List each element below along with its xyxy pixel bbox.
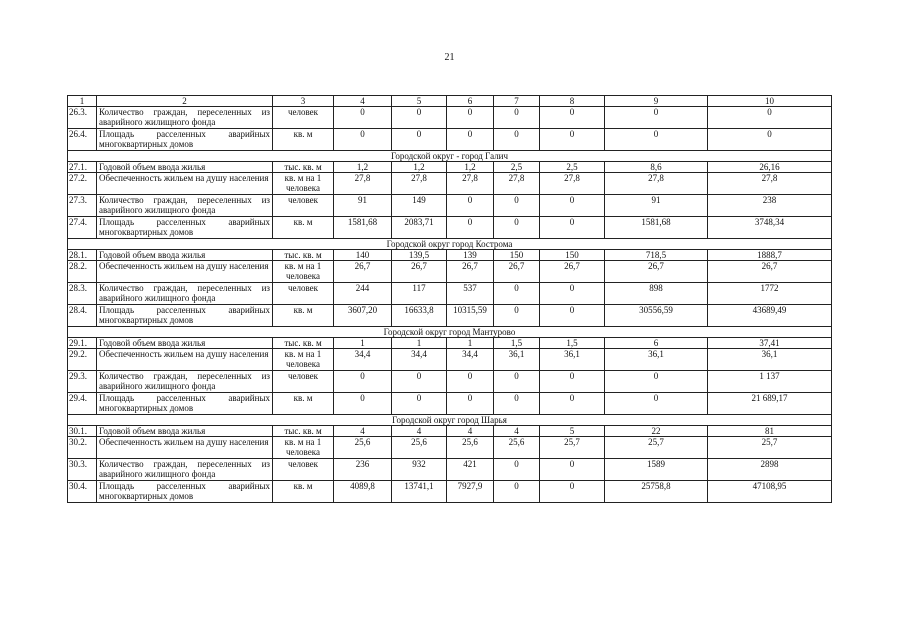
row-number-cell: 28.1.	[68, 250, 97, 261]
value-cell: 4089,8	[334, 481, 392, 503]
table-row	[68, 129, 832, 151]
section-row	[68, 327, 832, 338]
value-cell: 0	[334, 371, 392, 393]
indicators-table	[67, 95, 832, 503]
unit-cell: человек	[273, 195, 334, 217]
section-row	[68, 415, 832, 426]
value-cell: 238	[708, 195, 832, 217]
row-number-cell: 30.3.	[68, 459, 97, 481]
value-cell: 25,6	[447, 437, 494, 459]
row-number-cell: 26.3.	[68, 107, 97, 129]
value-cell: 1581,68	[605, 217, 708, 239]
indicator-name-cell: Количество граждан, переселенных из аварийного жилищного фонда	[97, 283, 273, 305]
value-cell: 0	[540, 481, 605, 503]
value-cell: 0	[494, 195, 540, 217]
value-cell: 421	[447, 459, 494, 481]
value-cell: 0	[494, 393, 540, 415]
table-row	[68, 173, 832, 195]
row-number-cell: 28.3.	[68, 283, 97, 305]
row-number-cell: 28.4.	[68, 305, 97, 327]
unit-cell: человек	[273, 371, 334, 393]
table-row	[68, 437, 832, 459]
value-cell: 0	[540, 371, 605, 393]
value-cell: 26,7	[605, 261, 708, 283]
row-number-cell: 27.3.	[68, 195, 97, 217]
value-cell: 5	[540, 426, 605, 437]
table-row	[68, 217, 832, 239]
table-row	[68, 107, 832, 129]
page-number: 21	[444, 52, 455, 63]
section-title: Городской округ город Кострома	[68, 239, 832, 250]
value-cell: 0	[334, 393, 392, 415]
value-cell: 1,2	[392, 162, 447, 173]
indicator-name-cell: Обеспеченность жильем на душу населения	[97, 437, 273, 459]
value-cell: 25,6	[494, 437, 540, 459]
value-cell: 1,5	[540, 338, 605, 349]
unit-cell: кв. м	[273, 393, 334, 415]
value-cell: 0	[540, 107, 605, 129]
value-cell: 0	[540, 129, 605, 151]
column-number-cell: 9	[605, 96, 708, 107]
value-cell: 27,8	[447, 173, 494, 195]
value-cell: 34,4	[447, 349, 494, 371]
value-cell: 1589	[605, 459, 708, 481]
indicator-name-cell: Площадь расселенных аварийных многоквартирных домов	[97, 481, 273, 503]
value-cell: 26,7	[392, 261, 447, 283]
row-number-cell: 27.4.	[68, 217, 97, 239]
value-cell: 36,1	[540, 349, 605, 371]
unit-cell: кв. м	[273, 305, 334, 327]
value-cell: 30556,59	[605, 305, 708, 327]
value-cell: 34,4	[334, 349, 392, 371]
section-title: Городской округ город Мантурово	[68, 327, 832, 338]
value-cell: 25,7	[708, 437, 832, 459]
indicator-name-cell: Обеспеченность жильем на душу населения	[97, 173, 273, 195]
value-cell: 0	[708, 129, 832, 151]
value-cell: 0	[605, 107, 708, 129]
value-cell: 0	[540, 217, 605, 239]
indicator-name-cell: Годовой объем ввода жилья	[97, 426, 273, 437]
indicator-name-cell: Обеспеченность жильем на душу населения	[97, 349, 273, 371]
value-cell: 26,7	[447, 261, 494, 283]
column-number-row	[68, 96, 832, 107]
value-cell: 21 689,17	[708, 393, 832, 415]
column-number-cell: 2	[97, 96, 273, 107]
value-cell: 0	[392, 393, 447, 415]
indicator-name-cell: Площадь расселенных аварийных многоквартирных домов	[97, 217, 273, 239]
value-cell: 244	[334, 283, 392, 305]
column-number-cell: 3	[273, 96, 334, 107]
row-number-cell: 27.2.	[68, 173, 97, 195]
value-cell: 0	[605, 129, 708, 151]
value-cell: 537	[447, 283, 494, 305]
value-cell: 13741,1	[392, 481, 447, 503]
value-cell: 27,8	[392, 173, 447, 195]
value-cell: 16633,8	[392, 305, 447, 327]
table-row	[68, 261, 832, 283]
value-cell: 27,8	[494, 173, 540, 195]
table-row	[68, 195, 832, 217]
indicator-name-cell: Площадь расселенных аварийных многоквартирных домов	[97, 129, 273, 151]
value-cell: 0	[540, 393, 605, 415]
value-cell: 0	[540, 195, 605, 217]
value-cell: 0	[447, 371, 494, 393]
value-cell: 1,2	[447, 162, 494, 173]
row-number-cell: 29.3.	[68, 371, 97, 393]
value-cell: 2,5	[494, 162, 540, 173]
value-cell: 26,7	[494, 261, 540, 283]
value-cell: 0	[334, 107, 392, 129]
value-cell: 0	[447, 195, 494, 217]
table-row	[68, 338, 832, 349]
value-cell: 4	[392, 426, 447, 437]
value-cell: 0	[708, 107, 832, 129]
indicator-name-cell: Площадь расселенных аварийных многоквартирных домов	[97, 393, 273, 415]
value-cell: 0	[447, 217, 494, 239]
unit-cell: кв. м	[273, 481, 334, 503]
value-cell: 1,5	[494, 338, 540, 349]
value-cell: 898	[605, 283, 708, 305]
indicator-name-cell: Годовой объем ввода жилья	[97, 250, 273, 261]
value-cell: 22	[605, 426, 708, 437]
value-cell: 4	[334, 426, 392, 437]
value-cell: 25,6	[392, 437, 447, 459]
value-cell: 932	[392, 459, 447, 481]
value-cell: 0	[334, 129, 392, 151]
value-cell: 2,5	[540, 162, 605, 173]
row-number-cell: 29.1.	[68, 338, 97, 349]
section-row	[68, 151, 832, 162]
value-cell: 0	[540, 459, 605, 481]
value-cell: 0	[494, 217, 540, 239]
row-number-cell: 29.2.	[68, 349, 97, 371]
value-cell: 1581,68	[334, 217, 392, 239]
indicator-name-cell: Площадь расселенных аварийных многоквартирных домов	[97, 305, 273, 327]
value-cell: 0	[494, 371, 540, 393]
row-number-cell: 30.1.	[68, 426, 97, 437]
value-cell: 139	[447, 250, 494, 261]
value-cell: 0	[447, 107, 494, 129]
unit-cell: кв. м	[273, 217, 334, 239]
row-number-cell: 30.4.	[68, 481, 97, 503]
indicator-name-cell: Количество граждан, переселенных из аварийного жилищного фонда	[97, 459, 273, 481]
value-cell: 0	[494, 107, 540, 129]
column-number-cell: 6	[447, 96, 494, 107]
value-cell: 10315,59	[447, 305, 494, 327]
value-cell: 36,1	[494, 349, 540, 371]
value-cell: 0	[392, 371, 447, 393]
value-cell: 149	[392, 195, 447, 217]
unit-cell: тыс. кв. м	[273, 338, 334, 349]
value-cell: 8,6	[605, 162, 708, 173]
column-number-cell: 4	[334, 96, 392, 107]
value-cell: 140	[334, 250, 392, 261]
value-cell: 47108,95	[708, 481, 832, 503]
value-cell: 117	[392, 283, 447, 305]
table-row	[68, 162, 832, 173]
table-row	[68, 393, 832, 415]
value-cell: 26,7	[708, 261, 832, 283]
value-cell: 2083,71	[392, 217, 447, 239]
value-cell: 0	[447, 129, 494, 151]
indicator-name-cell: Годовой объем ввода жилья	[97, 338, 273, 349]
value-cell: 25,7	[540, 437, 605, 459]
value-cell: 81	[708, 426, 832, 437]
value-cell: 1	[447, 338, 494, 349]
value-cell: 27,8	[708, 173, 832, 195]
value-cell: 0	[605, 371, 708, 393]
value-cell: 0	[494, 129, 540, 151]
value-cell: 0	[494, 481, 540, 503]
value-cell: 4	[494, 426, 540, 437]
table-row	[68, 349, 832, 371]
table-row	[68, 250, 832, 261]
indicator-name-cell: Количество граждан, переселенных из аварийного жилищного фонда	[97, 371, 273, 393]
value-cell: 150	[540, 250, 605, 261]
value-cell: 91	[334, 195, 392, 217]
value-cell: 0	[392, 129, 447, 151]
value-cell: 37,41	[708, 338, 832, 349]
indicator-name-cell: Количество граждан, переселенных из аварийного жилищного фонда	[97, 107, 273, 129]
unit-cell: кв. м на 1 человека	[273, 173, 334, 195]
table-row	[68, 481, 832, 503]
column-number-cell: 10	[708, 96, 832, 107]
value-cell: 27,8	[605, 173, 708, 195]
unit-cell: человек	[273, 283, 334, 305]
section-row	[68, 239, 832, 250]
value-cell: 236	[334, 459, 392, 481]
value-cell: 27,8	[334, 173, 392, 195]
value-cell: 1,2	[334, 162, 392, 173]
value-cell: 6	[605, 338, 708, 349]
table-row	[68, 283, 832, 305]
row-number-cell: 27.1.	[68, 162, 97, 173]
column-number-cell: 7	[494, 96, 540, 107]
table-row	[68, 426, 832, 437]
value-cell: 3607,20	[334, 305, 392, 327]
value-cell: 26,7	[334, 261, 392, 283]
section-title: Городской округ город Шарья	[68, 415, 832, 426]
value-cell: 26,7	[540, 261, 605, 283]
value-cell: 1	[334, 338, 392, 349]
table-row	[68, 459, 832, 481]
value-cell: 150	[494, 250, 540, 261]
unit-cell: тыс. кв. м	[273, 426, 334, 437]
value-cell: 0	[494, 459, 540, 481]
unit-cell: человек	[273, 107, 334, 129]
value-cell: 718,5	[605, 250, 708, 261]
unit-cell: кв. м на 1 человека	[273, 349, 334, 371]
value-cell: 7927,9	[447, 481, 494, 503]
value-cell: 0	[540, 305, 605, 327]
indicator-name-cell: Количество граждан, переселенных из аварийного жилищного фонда	[97, 195, 273, 217]
unit-cell: кв. м	[273, 129, 334, 151]
value-cell: 36,1	[605, 349, 708, 371]
indicator-name-cell: Обеспеченность жильем на душу населения	[97, 261, 273, 283]
unit-cell: кв. м на 1 человека	[273, 261, 334, 283]
value-cell: 36,1	[708, 349, 832, 371]
column-number-cell: 5	[392, 96, 447, 107]
value-cell: 1888,7	[708, 250, 832, 261]
value-cell: 25,7	[605, 437, 708, 459]
value-cell: 2898	[708, 459, 832, 481]
value-cell: 0	[494, 305, 540, 327]
unit-cell: тыс. кв. м	[273, 250, 334, 261]
unit-cell: кв. м на 1 человека	[273, 437, 334, 459]
row-number-cell: 28.2.	[68, 261, 97, 283]
value-cell: 26,16	[708, 162, 832, 173]
row-number-cell: 29.4.	[68, 393, 97, 415]
section-title: Городской округ - город Галич	[68, 151, 832, 162]
column-number-cell: 1	[68, 96, 97, 107]
value-cell: 3748,34	[708, 217, 832, 239]
column-number-cell: 8	[540, 96, 605, 107]
value-cell: 0	[494, 283, 540, 305]
value-cell: 139,5	[392, 250, 447, 261]
row-number-cell: 30.2.	[68, 437, 97, 459]
value-cell: 43689,49	[708, 305, 832, 327]
value-cell: 34,4	[392, 349, 447, 371]
value-cell: 4	[447, 426, 494, 437]
value-cell: 25758,8	[605, 481, 708, 503]
value-cell: 0	[392, 107, 447, 129]
value-cell: 0	[447, 393, 494, 415]
value-cell: 1 137	[708, 371, 832, 393]
table-row	[68, 305, 832, 327]
table-row	[68, 371, 832, 393]
value-cell: 0	[540, 283, 605, 305]
unit-cell: тыс. кв. м	[273, 162, 334, 173]
unit-cell: человек	[273, 459, 334, 481]
value-cell: 0	[605, 393, 708, 415]
value-cell: 91	[605, 195, 708, 217]
row-number-cell: 26.4.	[68, 129, 97, 151]
value-cell: 25,6	[334, 437, 392, 459]
value-cell: 27,8	[540, 173, 605, 195]
indicator-name-cell: Годовой объем ввода жилья	[97, 162, 273, 173]
value-cell: 1772	[708, 283, 832, 305]
value-cell: 1	[392, 338, 447, 349]
